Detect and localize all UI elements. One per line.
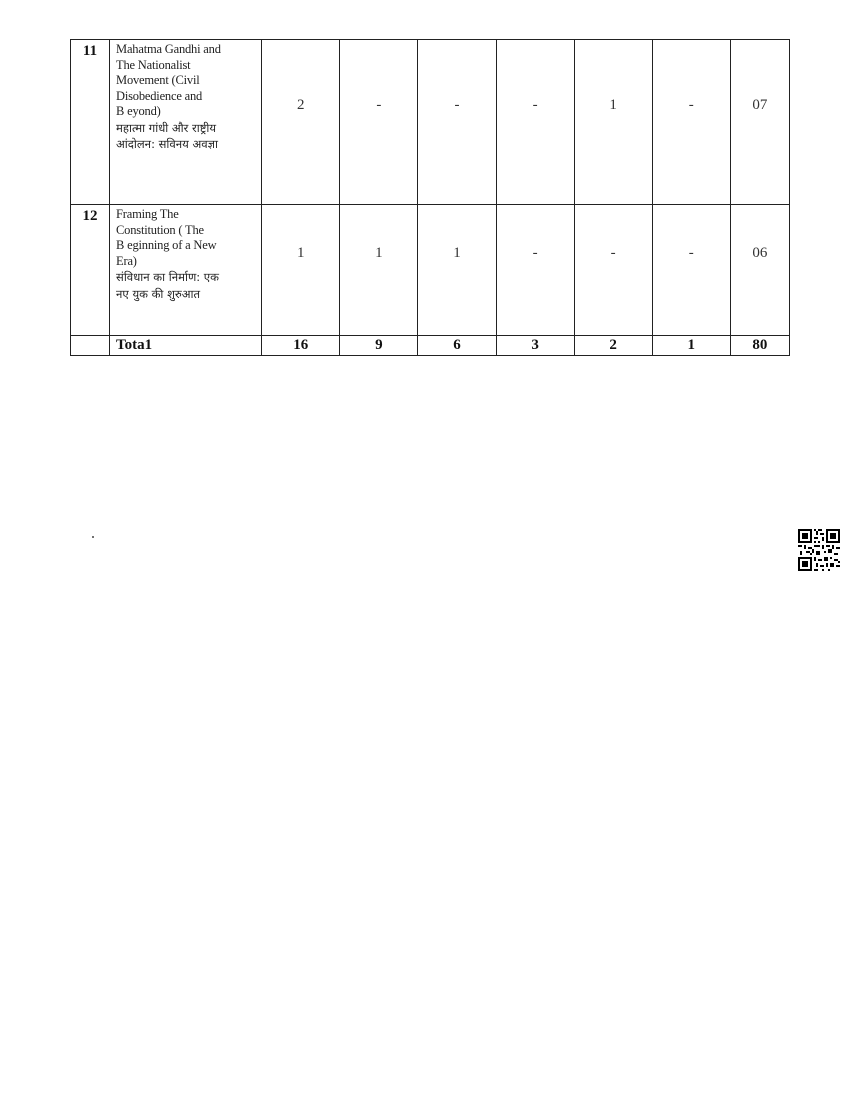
serial-number: 12 xyxy=(71,205,110,336)
total-cell: 3 xyxy=(496,336,574,356)
total-cell: 16 xyxy=(262,336,340,356)
total-empty-cell xyxy=(71,336,110,356)
total-cell: 9 xyxy=(340,336,418,356)
marks-cell: 1 xyxy=(340,205,418,336)
total-cell: 1 xyxy=(652,336,730,356)
topic-english-line: Movement (Civil xyxy=(116,73,200,87)
marks-cell: - xyxy=(574,205,652,336)
table-row xyxy=(71,205,790,336)
serial-number: 11 xyxy=(71,40,110,205)
marks-cell: 1 xyxy=(574,40,652,205)
marks-cell: - xyxy=(340,40,418,205)
topic-english-line: Era) xyxy=(116,253,137,268)
marks-distribution-table xyxy=(70,39,790,356)
marks-cell: 1 xyxy=(418,205,496,336)
marks-cell: 1 xyxy=(262,205,340,336)
topic-english-line: Mahatma Gandhi and xyxy=(116,42,221,56)
total-label: Tota1 xyxy=(110,336,262,356)
grand-total-cell: 80 xyxy=(730,336,789,356)
marks-cell: - xyxy=(652,205,730,336)
topic-english-line: Constitution ( The xyxy=(116,222,204,237)
topic-cell xyxy=(110,205,262,336)
topic-english-line: B eginning of a New xyxy=(116,238,217,252)
total-row xyxy=(71,336,790,356)
marks-cell: - xyxy=(496,205,574,336)
stray-dot xyxy=(92,536,94,538)
marks-cell: 2 xyxy=(262,40,340,205)
marks-total-cell: 06 xyxy=(730,205,789,336)
topic-english-line: Framing The xyxy=(116,207,179,221)
total-cell: 6 xyxy=(418,336,496,356)
qr-code-icon xyxy=(798,529,840,571)
topic-hindi-line: नए युक की शुरुआत xyxy=(116,286,201,301)
topic-hindi-line: संविधान का निर्माण: एक xyxy=(116,270,220,284)
total-cell: 2 xyxy=(574,336,652,356)
topic-hindi-line: आंदोलन: सविनय अवज्ञा xyxy=(116,137,218,151)
table-row xyxy=(71,40,790,205)
marks-cell: - xyxy=(652,40,730,205)
topic-english-line: B eyond) xyxy=(116,104,161,118)
marks-total-cell: 07 xyxy=(730,40,789,205)
topic-cell xyxy=(110,40,262,205)
topic-hindi-line: महात्मा गांधी और राष्ट्रीय xyxy=(116,120,217,135)
topic-english-line: Disobedience and xyxy=(116,88,203,103)
marks-cell: - xyxy=(496,40,574,205)
topic-english-line: The Nationalist xyxy=(116,57,191,72)
marks-cell: - xyxy=(418,40,496,205)
